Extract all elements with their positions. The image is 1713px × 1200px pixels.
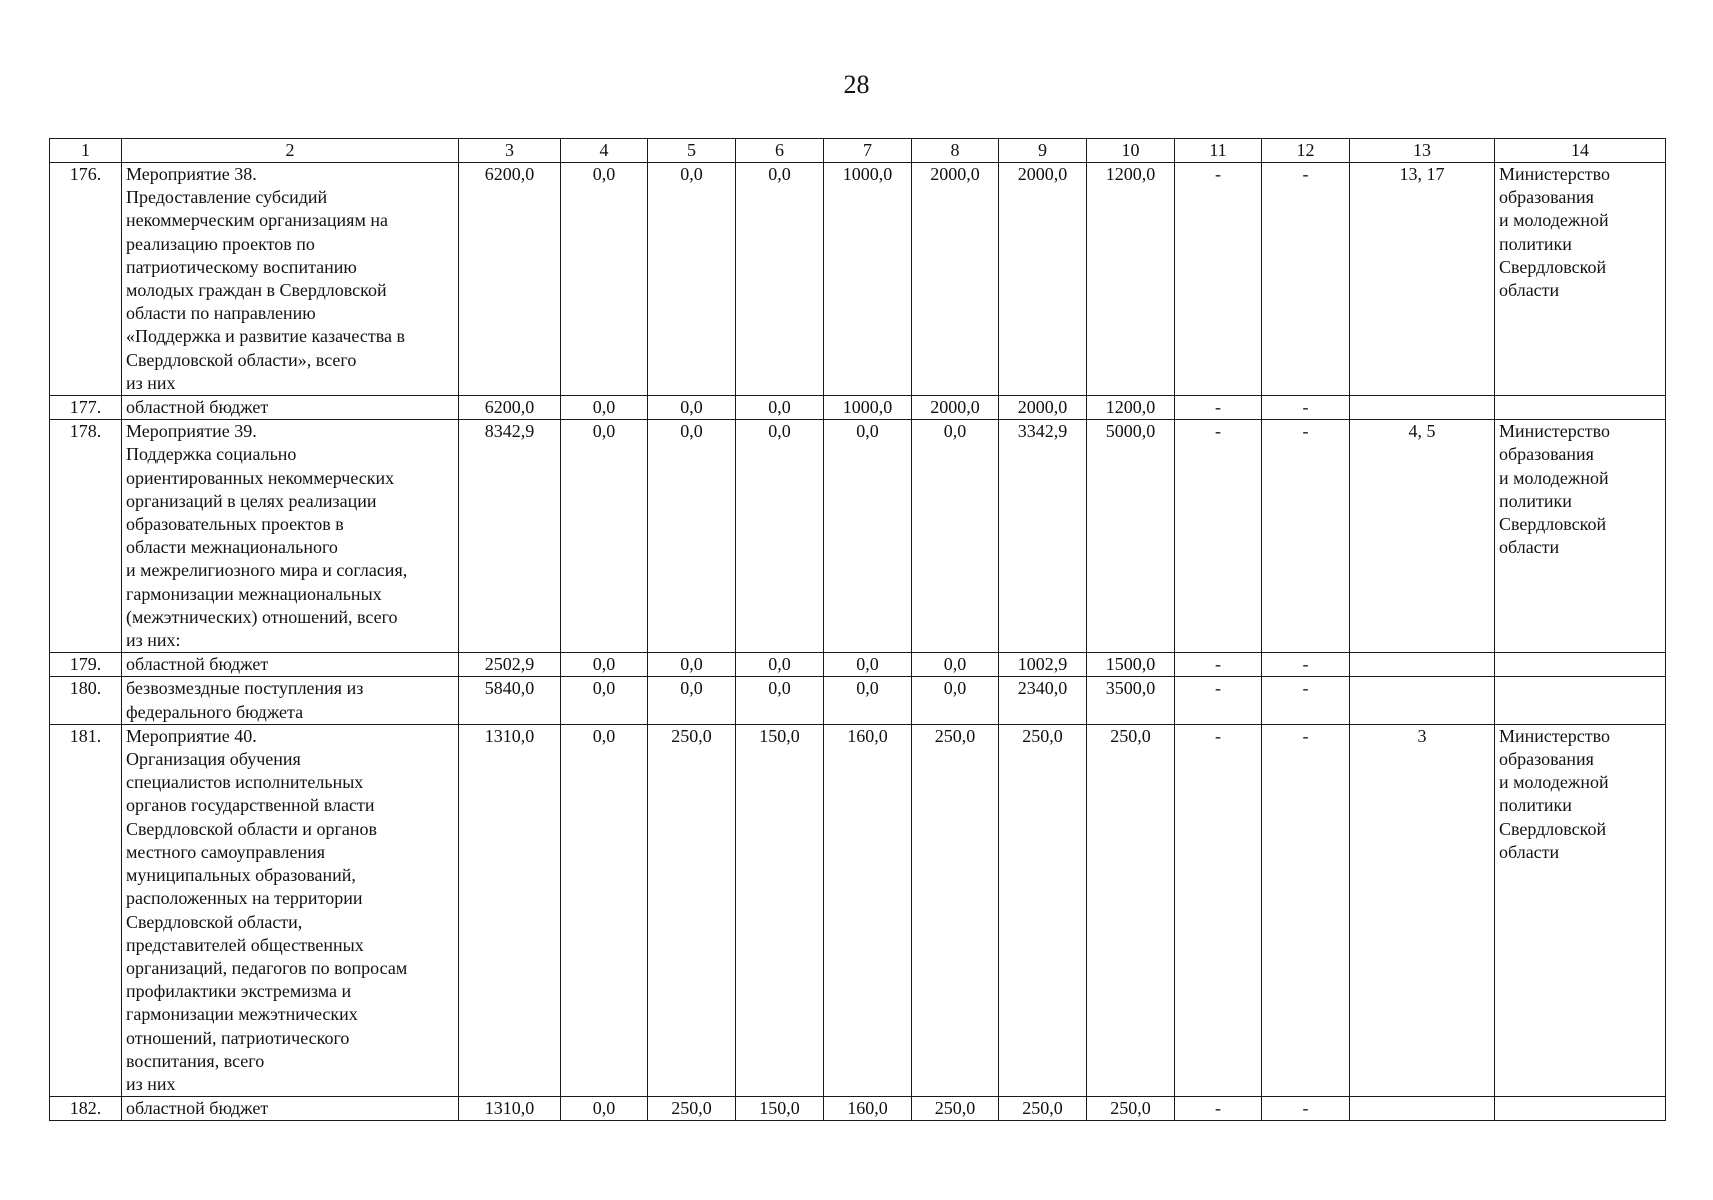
column-header: 4 (561, 139, 648, 163)
funding-value: 5000,0 (1087, 420, 1175, 653)
table-row (50, 677, 1666, 724)
table-row (50, 396, 1666, 420)
funding-value: 250,0 (1087, 1097, 1175, 1121)
target-indicator-numbers (1350, 396, 1495, 420)
funding-value: 250,0 (912, 1097, 999, 1121)
activity-name-line: гармонизации межнациональных (126, 583, 382, 604)
column-number-header-row (50, 139, 1666, 163)
funding-value: 0,0 (912, 653, 999, 677)
funding-value: 3342,9 (999, 420, 1087, 653)
column-11-value: - (1175, 1097, 1262, 1121)
funding-value: 3500,0 (1087, 677, 1175, 724)
activity-name-line: области по направлению (126, 303, 316, 324)
activity-name-line: федерального бюджета (126, 701, 304, 722)
funding-value: 1002,9 (999, 653, 1087, 677)
funding-value: 0,0 (736, 163, 824, 396)
funding-value: 0,0 (912, 677, 999, 724)
activity-name-line: Мероприятие 40. (126, 725, 257, 746)
responsible-executor-line: и молодежной (1499, 772, 1609, 793)
responsible-executor-line: политики (1499, 795, 1572, 816)
responsible-executor (1495, 677, 1666, 724)
column-12-value: - (1262, 163, 1350, 396)
table-row (50, 420, 1666, 653)
column-header: 2 (122, 139, 459, 163)
activity-name-line: Мероприятие 39. (126, 421, 257, 442)
column-12-value: - (1262, 1097, 1350, 1121)
activity-name-line: «Поддержка и развитие казачества в (126, 326, 405, 347)
activity-name-line: молодых граждан в Свердловской (126, 280, 387, 301)
responsible-executor (1495, 724, 1666, 1096)
funding-value: 6200,0 (459, 396, 561, 420)
table-row (50, 1097, 1666, 1121)
responsible-executor-line: образования (1499, 444, 1594, 465)
activity-name-line: организаций, педагогов по вопросам (126, 957, 408, 978)
column-12-value: - (1262, 396, 1350, 420)
funding-value: 0,0 (648, 653, 736, 677)
column-header: 6 (736, 139, 824, 163)
column-header: 11 (1175, 139, 1262, 163)
column-header: 1 (50, 139, 122, 163)
responsible-executor (1495, 163, 1666, 396)
responsible-executor (1495, 396, 1666, 420)
row-number: 181. (50, 724, 122, 1096)
page-number: 28 (843, 70, 870, 99)
responsible-executor-line: образования (1499, 749, 1594, 770)
activity-name-line: Свердловской области, (126, 911, 303, 932)
activity-name-line: профилактики экстремизма и (126, 981, 352, 1002)
responsible-executor (1495, 1097, 1666, 1121)
column-11-value: - (1175, 163, 1262, 396)
funding-value: 0,0 (561, 677, 648, 724)
activity-name (122, 396, 459, 420)
funding-value: 2000,0 (912, 163, 999, 396)
activity-name (122, 420, 459, 653)
column-header: 13 (1350, 139, 1495, 163)
responsible-executor-line: политики (1499, 233, 1572, 254)
funding-value: 1310,0 (459, 724, 561, 1096)
funding-value: 5840,0 (459, 677, 561, 724)
activity-name-line: областной бюджет (126, 654, 269, 675)
responsible-executor-line: и молодежной (1499, 467, 1609, 488)
funding-value: 1200,0 (1087, 163, 1175, 396)
responsible-executor-line: политики (1499, 490, 1572, 511)
column-header: 3 (459, 139, 561, 163)
program-activities-table (49, 138, 1666, 1121)
funding-value: 250,0 (1087, 724, 1175, 1096)
funding-value: 2340,0 (999, 677, 1087, 724)
funding-value: 1310,0 (459, 1097, 561, 1121)
responsible-executor (1495, 420, 1666, 653)
activity-name-line: воспитания, всего (126, 1050, 265, 1071)
activity-name-line: органов государственной власти (126, 795, 375, 816)
funding-value: 0,0 (648, 163, 736, 396)
responsible-executor-line: и молодежной (1499, 210, 1609, 231)
funding-value: 250,0 (912, 724, 999, 1096)
activity-name (122, 163, 459, 396)
activity-name-line: областной бюджет (126, 397, 269, 418)
activity-name-line: областной бюджет (126, 1098, 269, 1119)
responsible-executor-line: Министерство (1499, 164, 1610, 184)
funding-value: 0,0 (736, 396, 824, 420)
activity-name-line: реализацию проектов по (126, 233, 315, 254)
row-number: 178. (50, 420, 122, 653)
column-header: 9 (999, 139, 1087, 163)
responsible-executor-line: области (1499, 841, 1560, 862)
column-11-value: - (1175, 420, 1262, 653)
funding-value: 150,0 (736, 1097, 824, 1121)
funding-value: 0,0 (648, 677, 736, 724)
funding-value: 2000,0 (912, 396, 999, 420)
column-12-value: - (1262, 653, 1350, 677)
column-header: 10 (1087, 139, 1175, 163)
funding-value: 0,0 (561, 653, 648, 677)
responsible-executor-line: области (1499, 280, 1560, 301)
funding-value: 0,0 (736, 420, 824, 653)
target-indicator-numbers (1350, 653, 1495, 677)
activity-name-line: патриотическому воспитанию (126, 256, 357, 277)
activity-name (122, 653, 459, 677)
funding-value: 6200,0 (459, 163, 561, 396)
activity-name-line: отношений, патриотического (126, 1027, 350, 1048)
funding-value: 0,0 (648, 396, 736, 420)
funding-value: 160,0 (824, 1097, 912, 1121)
activity-name-line: представителей общественных (126, 934, 364, 955)
funding-value: 250,0 (648, 724, 736, 1096)
column-11-value: - (1175, 396, 1262, 420)
responsible-executor-line: образования (1499, 187, 1594, 208)
funding-value: 0,0 (561, 1097, 648, 1121)
table-row (50, 653, 1666, 677)
column-header: 5 (648, 139, 736, 163)
funding-value: 0,0 (561, 163, 648, 396)
activity-name (122, 1097, 459, 1121)
activity-name-line: Свердловской области», всего (126, 349, 357, 370)
responsible-executor-line: Министерство (1499, 421, 1610, 442)
column-header: 8 (912, 139, 999, 163)
funding-value: 1500,0 (1087, 653, 1175, 677)
column-12-value: - (1262, 677, 1350, 724)
row-number: 179. (50, 653, 122, 677)
responsible-executor (1495, 653, 1666, 677)
funding-value: 250,0 (999, 724, 1087, 1096)
funding-value: 0,0 (736, 653, 824, 677)
activity-name (122, 677, 459, 724)
activity-name-line: ориентированных некоммерческих (126, 467, 395, 488)
responsible-executor-line: Свердловской (1499, 514, 1607, 535)
responsible-executor-line: Свердловской (1499, 256, 1607, 277)
funding-value: 2000,0 (999, 163, 1087, 396)
activity-name-line: Организация обучения (126, 749, 301, 770)
funding-value: 0,0 (912, 420, 999, 653)
row-number: 180. (50, 677, 122, 724)
funding-value: 250,0 (999, 1097, 1087, 1121)
activity-name-line: организаций в целях реализации (126, 490, 377, 511)
table-row (50, 724, 1666, 1096)
column-12-value: - (1262, 724, 1350, 1096)
funding-value: 0,0 (561, 420, 648, 653)
responsible-executor-line: Свердловской (1499, 818, 1607, 839)
column-11-value: - (1175, 724, 1262, 1096)
funding-value: 0,0 (561, 724, 648, 1096)
target-indicator-numbers (1350, 677, 1495, 724)
funding-value: 0,0 (561, 396, 648, 420)
activity-name-line: безвозмездные поступления из (126, 678, 364, 699)
funding-value: 0,0 (824, 420, 912, 653)
funding-value: 150,0 (736, 724, 824, 1096)
column-header: 14 (1495, 139, 1666, 163)
funding-value: 1000,0 (824, 396, 912, 420)
column-11-value: - (1175, 653, 1262, 677)
table-body (50, 163, 1666, 1121)
activity-name-line: Мероприятие 38. (126, 164, 257, 184)
column-12-value: - (1262, 420, 1350, 653)
row-number: 182. (50, 1097, 122, 1121)
funding-value: 0,0 (824, 677, 912, 724)
activity-name-line: из них (126, 372, 176, 393)
funding-value: 0,0 (824, 653, 912, 677)
responsible-executor-line: области (1499, 537, 1560, 558)
funding-value: 2502,9 (459, 653, 561, 677)
column-header: 7 (824, 139, 912, 163)
funding-value: 1200,0 (1087, 396, 1175, 420)
activity-name-line: из них: (126, 630, 181, 651)
table-row (50, 163, 1666, 396)
activity-name-line: Предоставление субсидий (126, 187, 328, 208)
target-indicator-numbers: 4, 5 (1350, 420, 1495, 653)
activity-name (122, 724, 459, 1096)
activity-name-line: и межрелигиозного мира и согласия, (126, 560, 408, 581)
funding-value: 1000,0 (824, 163, 912, 396)
activity-name-line: некоммерческим организациям на (126, 210, 388, 231)
responsible-executor-line: Министерство (1499, 725, 1610, 746)
activity-name-line: области межнационального (126, 537, 338, 558)
activity-name-line: из них (126, 1073, 176, 1094)
activity-name-line: местного самоуправления (126, 841, 326, 862)
activity-name-line: Поддержка социально (126, 444, 297, 465)
funding-value: 250,0 (648, 1097, 736, 1121)
activity-name-line: Свердловской области и органов (126, 818, 377, 839)
funding-value: 0,0 (648, 420, 736, 653)
row-number: 176. (50, 163, 122, 396)
target-indicator-numbers: 13, 17 (1350, 163, 1495, 396)
funding-value: 8342,9 (459, 420, 561, 653)
activity-name-line: (межэтнических) отношений, всего (126, 606, 398, 627)
activity-name-line: гармонизации межэтнических (126, 1004, 358, 1025)
target-indicator-numbers: 3 (1350, 724, 1495, 1096)
activity-name-line: расположенных на территории (126, 888, 363, 909)
activity-name-line: образовательных проектов в (126, 514, 344, 535)
target-indicator-numbers (1350, 1097, 1495, 1121)
column-header: 12 (1262, 139, 1350, 163)
funding-value: 160,0 (824, 724, 912, 1096)
activity-name-line: специалистов исполнительных (126, 772, 364, 793)
funding-value: 0,0 (736, 677, 824, 724)
activity-name-line: муниципальных образований, (126, 865, 356, 886)
row-number: 177. (50, 396, 122, 420)
funding-value: 2000,0 (999, 396, 1087, 420)
column-11-value: - (1175, 677, 1262, 724)
